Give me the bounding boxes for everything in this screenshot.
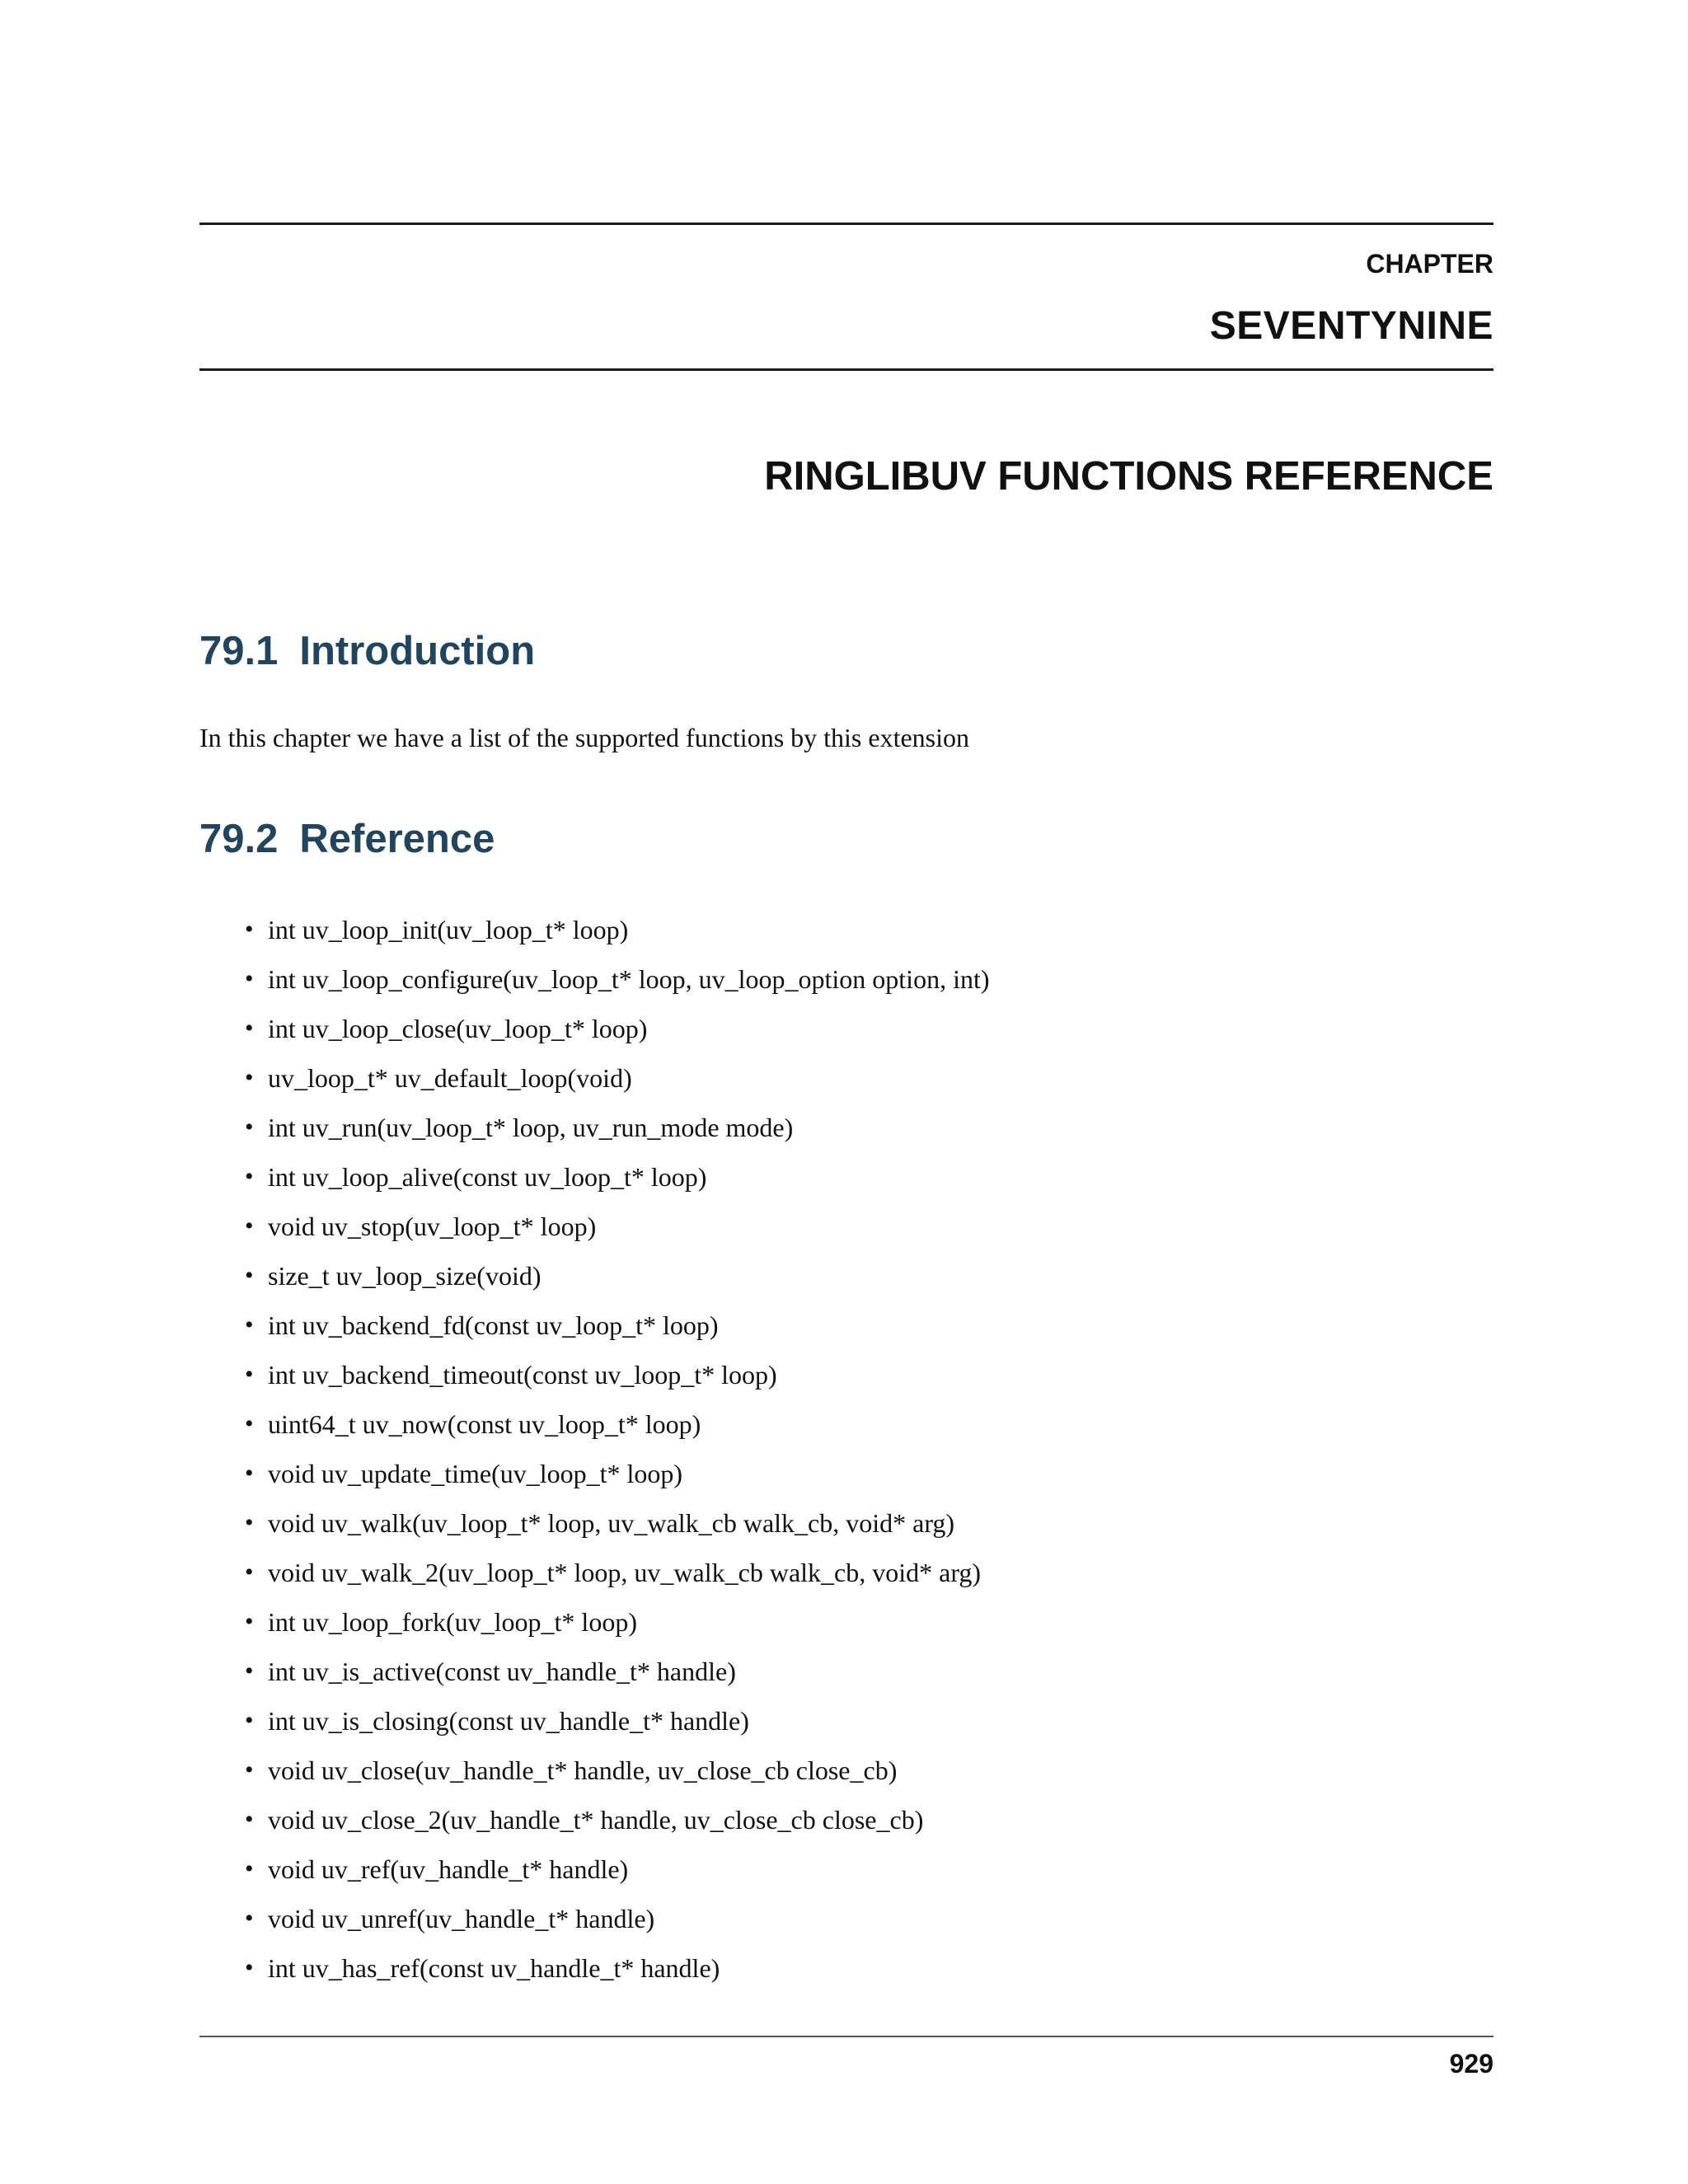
bullet-icon: • (245, 1806, 254, 1833)
list-item (199, 1548, 990, 1597)
bullet-icon: • (245, 1855, 254, 1882)
list-item (199, 1103, 990, 1152)
list-item (199, 1696, 990, 1746)
function-signature: void uv_unref(uv_handle_t* handle) (268, 1904, 655, 1933)
function-signature: int uv_loop_fork(uv_loop_t* loop) (268, 1607, 637, 1637)
list-item (199, 1498, 990, 1548)
function-reference-list (199, 905, 990, 1993)
list-item (199, 1844, 990, 1894)
bullet-icon: • (245, 916, 254, 943)
list-item (199, 1053, 990, 1103)
function-signature: int uv_is_active(const uv_handle_t* handle) (268, 1657, 736, 1686)
bullet-icon: • (245, 1954, 254, 1981)
function-signature: int uv_loop_configure(uv_loop_t* loop, uv_loop_option option, int) (268, 964, 990, 994)
bullet-icon: • (245, 1558, 254, 1586)
section-number: 79.2 (199, 817, 279, 861)
bullet-icon: • (245, 965, 254, 992)
list-item (199, 954, 990, 1004)
bullet-icon: • (245, 1707, 254, 1734)
function-signature: void uv_walk_2(uv_loop_t* loop, uv_walk_cb walk_cb, void* arg) (268, 1558, 982, 1587)
list-item (199, 1152, 990, 1202)
bullet-icon: • (245, 1311, 254, 1338)
list-item (199, 1251, 990, 1301)
section-number: 79.1 (199, 629, 279, 673)
function-signature: int uv_loop_init(uv_loop_t* loop) (268, 915, 629, 944)
chapter-bottom-rule (199, 368, 1493, 371)
bullet-icon: • (245, 1460, 254, 1487)
function-signature: size_t uv_loop_size(void) (268, 1261, 542, 1291)
bullet-icon: • (245, 1608, 254, 1635)
list-item (199, 1746, 990, 1795)
section-heading-reference (199, 816, 495, 862)
list-item (199, 905, 990, 954)
function-signature: void uv_update_time(uv_loop_t* loop) (268, 1459, 683, 1488)
section-title: Reference (299, 817, 495, 861)
function-signature: void uv_close_2(uv_handle_t* handle, uv_close_cb close_cb) (268, 1805, 924, 1835)
bullet-icon: • (245, 1262, 254, 1289)
bullet-icon: • (245, 1064, 254, 1091)
list-item (199, 1004, 990, 1053)
chapter-number: SEVENTYNINE (1209, 304, 1493, 348)
function-signature: int uv_run(uv_loop_t* loop, uv_run_mode mode) (268, 1113, 794, 1142)
bullet-icon: • (245, 1163, 254, 1190)
chapter-label: CHAPTER (1366, 249, 1493, 279)
list-item (199, 1795, 990, 1844)
bullet-icon: • (245, 1756, 254, 1783)
list-item (199, 1449, 990, 1498)
bullet-icon: • (245, 1905, 254, 1932)
bullet-icon: • (245, 1361, 254, 1388)
function-signature: uint64_t uv_now(const uv_loop_t* loop) (268, 1409, 701, 1439)
list-item (199, 1647, 990, 1696)
document-page (199, 0, 1493, 2184)
section-title: Introduction (299, 629, 536, 673)
list-item (199, 1202, 990, 1251)
function-signature: int uv_loop_alive(const uv_loop_t* loop) (268, 1162, 707, 1192)
function-signature: void uv_close(uv_handle_t* handle, uv_close_cb close_cb) (268, 1755, 898, 1785)
list-item (199, 1894, 990, 1943)
function-signature: uv_loop_t* uv_default_loop(void) (268, 1063, 632, 1093)
function-signature: void uv_ref(uv_handle_t* handle) (268, 1854, 629, 1884)
bullet-icon: • (245, 1657, 254, 1685)
introduction-paragraph: In this chapter we have a list of the supported functions by this extension (199, 723, 970, 752)
function-signature: int uv_backend_timeout(const uv_loop_t* loop) (268, 1360, 777, 1390)
chapter-top-rule (199, 223, 1493, 225)
page-number: 929 (1449, 2049, 1493, 2079)
bullet-icon: • (245, 1113, 254, 1141)
list-item (199, 1943, 990, 1993)
list-item (199, 1301, 990, 1350)
bullet-icon: • (245, 1410, 254, 1437)
function-signature: void uv_stop(uv_loop_t* loop) (268, 1212, 597, 1241)
bullet-icon: • (245, 1212, 254, 1240)
function-signature: int uv_has_ref(const uv_handle_t* handle) (268, 1953, 720, 1983)
footer-rule (199, 2036, 1493, 2037)
list-item (199, 1399, 990, 1449)
function-signature: void uv_walk(uv_loop_t* loop, uv_walk_cb walk_cb, void* arg) (268, 1508, 955, 1538)
list-item (199, 1350, 990, 1399)
function-signature: int uv_backend_fd(const uv_loop_t* loop) (268, 1310, 719, 1340)
function-signature: int uv_loop_close(uv_loop_t* loop) (268, 1014, 648, 1043)
section-heading-introduction (199, 628, 535, 674)
list-item (199, 1597, 990, 1647)
chapter-title: RINGLIBUV FUNCTIONS REFERENCE (764, 454, 1493, 499)
bullet-icon: • (245, 1509, 254, 1536)
bullet-icon: • (245, 1015, 254, 1042)
function-signature: int uv_is_closing(const uv_handle_t* handle) (268, 1706, 749, 1736)
